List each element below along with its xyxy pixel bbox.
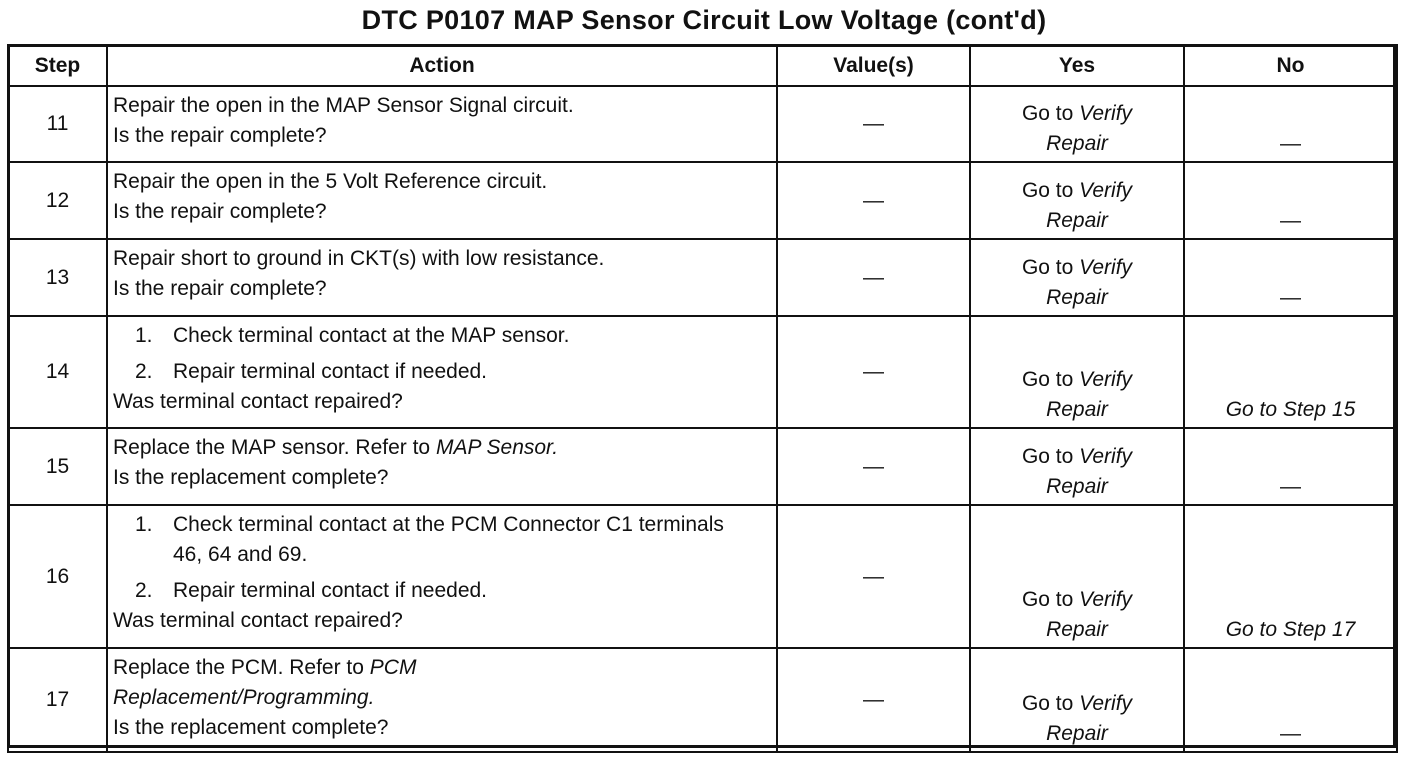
yes-link-verify[interactable]: Verify bbox=[1079, 102, 1133, 125]
yes-link-repair[interactable]: Repair bbox=[1046, 618, 1108, 641]
yes-prefix: Go to bbox=[1021, 102, 1080, 125]
list-text: Repair terminal contact if needed. bbox=[173, 360, 488, 383]
value-cell: — bbox=[777, 648, 970, 752]
step-number: 15 bbox=[8, 428, 107, 505]
action-line: Repair short to ground in CKT(s) with low resistance. bbox=[113, 247, 605, 270]
value-cell: — bbox=[777, 505, 970, 648]
yes-prefix: Go to bbox=[1021, 692, 1080, 715]
list-number: 2. bbox=[135, 579, 153, 602]
value-cell: — bbox=[777, 428, 970, 505]
no-cell: — bbox=[1184, 648, 1397, 752]
action-line: Replace the PCM. Refer to bbox=[113, 656, 370, 679]
step-number: 14 bbox=[8, 316, 107, 428]
yes-prefix: Go to bbox=[1021, 445, 1080, 468]
header-no: No bbox=[1184, 45, 1397, 86]
action-line: Repair the open in the 5 Volt Reference circuit. bbox=[113, 170, 548, 193]
yes-prefix: Go to bbox=[1021, 256, 1080, 279]
reference-link-map-sensor[interactable]: MAP Sensor. bbox=[435, 436, 559, 459]
table-outer-border bbox=[7, 44, 1396, 748]
no-cell: — bbox=[1184, 239, 1397, 316]
yes-link-verify[interactable]: Verify bbox=[1079, 588, 1133, 611]
list-number: 1. bbox=[135, 513, 153, 536]
action-question: Is the repair complete? bbox=[113, 277, 327, 300]
value-cell: — bbox=[777, 316, 970, 428]
action-question: Is the replacement complete? bbox=[113, 716, 389, 739]
yes-link-verify[interactable]: Verify bbox=[1079, 256, 1133, 279]
step-number: 16 bbox=[8, 505, 107, 648]
yes-link-verify[interactable]: Verify bbox=[1079, 368, 1133, 391]
list-text: Check terminal contact at the MAP sensor. bbox=[173, 324, 570, 347]
yes-link-repair[interactable]: Repair bbox=[1046, 132, 1108, 155]
action-question: Was terminal contact repaired? bbox=[113, 609, 403, 632]
yes-prefix: Go to bbox=[1021, 179, 1080, 202]
yes-link-verify[interactable]: Verify bbox=[1079, 179, 1133, 202]
list-text: Check terminal contact at the PCM Connector C1 terminals 46, 64 and 69. bbox=[173, 513, 724, 566]
no-cell: — bbox=[1184, 428, 1397, 505]
step-number: 11 bbox=[8, 86, 107, 162]
page-title: DTC P0107 MAP Sensor Circuit Low Voltage (cont'd) bbox=[361, 5, 1047, 35]
step-number: 17 bbox=[8, 648, 107, 752]
step-number: 12 bbox=[8, 162, 107, 239]
action-question: Is the replacement complete? bbox=[113, 466, 389, 489]
header-step: Step bbox=[8, 45, 107, 86]
yes-link-repair[interactable]: Repair bbox=[1046, 398, 1108, 421]
step-number: 13 bbox=[8, 239, 107, 316]
action-question: Is the repair complete? bbox=[113, 124, 327, 147]
value-cell: — bbox=[777, 162, 970, 239]
no-link-step-17[interactable]: Go to Step 17 bbox=[1184, 505, 1397, 648]
list-number: 1. bbox=[135, 324, 153, 347]
yes-link-verify[interactable]: Verify bbox=[1079, 445, 1133, 468]
value-cell: — bbox=[777, 86, 970, 162]
action-question: Is the repair complete? bbox=[113, 200, 327, 223]
no-link-step-15[interactable]: Go to Step 15 bbox=[1184, 316, 1397, 428]
yes-link-repair[interactable]: Repair bbox=[1046, 722, 1108, 745]
reference-link-pcm-replacement[interactable]: PCM Replacement/Programming. bbox=[113, 656, 417, 709]
action-line: Repair the open in the MAP Sensor Signal circuit. bbox=[113, 94, 574, 117]
action-question: Was terminal contact repaired? bbox=[113, 390, 403, 413]
yes-link-verify[interactable]: Verify bbox=[1079, 692, 1133, 715]
header-yes: Yes bbox=[970, 45, 1184, 86]
header-values: Value(s) bbox=[777, 45, 970, 86]
yes-link-repair[interactable]: Repair bbox=[1046, 209, 1108, 232]
no-cell: — bbox=[1184, 162, 1397, 239]
yes-link-repair[interactable]: Repair bbox=[1046, 286, 1108, 309]
list-number: 2. bbox=[135, 360, 153, 383]
no-cell: — bbox=[1184, 86, 1397, 162]
action-line: Replace the MAP sensor. Refer to bbox=[113, 436, 436, 459]
yes-link-repair[interactable]: Repair bbox=[1046, 475, 1108, 498]
value-cell: — bbox=[777, 239, 970, 316]
yes-prefix: Go to bbox=[1021, 368, 1080, 391]
yes-prefix: Go to bbox=[1021, 588, 1080, 611]
header-action: Action bbox=[107, 45, 777, 86]
list-text: Repair terminal contact if needed. bbox=[173, 579, 488, 602]
